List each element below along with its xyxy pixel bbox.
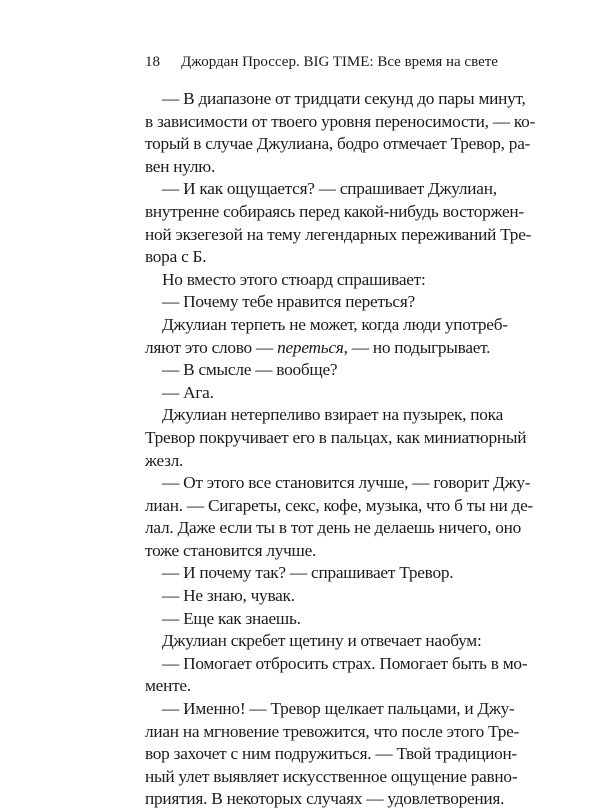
text-line: лиан. — Сигареты, секс, кофе, музыка, что б ты ни де-: [145, 495, 533, 515]
body-text: [145, 88, 536, 811]
italic-word: переться: [277, 337, 344, 357]
text-line: — И как ощущается? — спрашивает Джулиан,: [162, 179, 497, 199]
text-line: Тревор покручивает его в пальцах, как миниатюрный: [145, 427, 527, 447]
text-line: менте.: [145, 676, 191, 696]
text-segment: ляют это слово —: [145, 337, 278, 357]
text-line: Джулиан терпеть не может, когда люди употреб-: [162, 314, 508, 334]
text-line: Джулиан скребет щетину и отвечает наобум:: [162, 631, 482, 651]
text-line: — Почему тебе нравится переться?: [162, 292, 415, 312]
text-line: Джулиан нетерпеливо взирает на пузырек, пока: [162, 405, 503, 425]
text-line: лал. Даже если ты в тот день не делаешь ничего, оно: [145, 518, 522, 538]
text-line: [145, 337, 491, 360]
text-line: — От этого все становится лучше, — говорит Джу-: [162, 473, 531, 493]
text-line: Но вместо этого стюард спрашивает:: [162, 269, 426, 289]
text-line: — И почему так? — спрашивает Тревор.: [162, 563, 454, 583]
text-line: в зависимости от твоего уровня переносимости, — ко-: [145, 111, 536, 131]
running-title: Джордан Проссер. BIG TIME: Все время на свете: [181, 54, 498, 70]
text-line: вора с Б.: [145, 247, 207, 267]
text-line: приятия. В некоторых случаях — удовлетворения.: [145, 789, 505, 809]
text-line: — В диапазоне от тридцати секунд до пары минут,: [162, 89, 526, 108]
text-line: внутренне собираясь перед какой-нибудь восторжен-: [145, 201, 524, 221]
text-line: жезл.: [145, 450, 184, 470]
text-line: — Еще как знаешь.: [162, 608, 301, 628]
text-line: ный улет выявляет искусственное ощущение равно-: [145, 766, 518, 786]
text-line: — Помогает отбросить страх. Помогает быть в мо-: [162, 653, 528, 673]
text-line: вен нулю.: [145, 156, 216, 176]
text-line: — В смысле — вообще?: [162, 360, 338, 380]
text-line: тоже становится лучше.: [145, 540, 317, 560]
running-header: [145, 52, 498, 72]
text-line: ной экзегезой на тему легендарных переживаний Тре-: [145, 224, 532, 244]
text-line: торый в случае Джулиана, бодро отмечает Тревор, ра-: [145, 134, 531, 154]
text-line: — Ага.: [162, 382, 214, 402]
text-line: вор захочет с ним подружиться. — Твой традицион-: [145, 744, 517, 764]
text-segment: , — но подыгрывает.: [343, 337, 491, 357]
text-line: — Не знаю, чувак.: [162, 586, 295, 606]
text-line: лиан на мгновение тревожится, что после этого Тре-: [145, 721, 520, 741]
text-line: — Именно! — Тревор щелкает пальцами, и Джу-: [162, 699, 515, 719]
page-number: 18: [145, 54, 160, 70]
